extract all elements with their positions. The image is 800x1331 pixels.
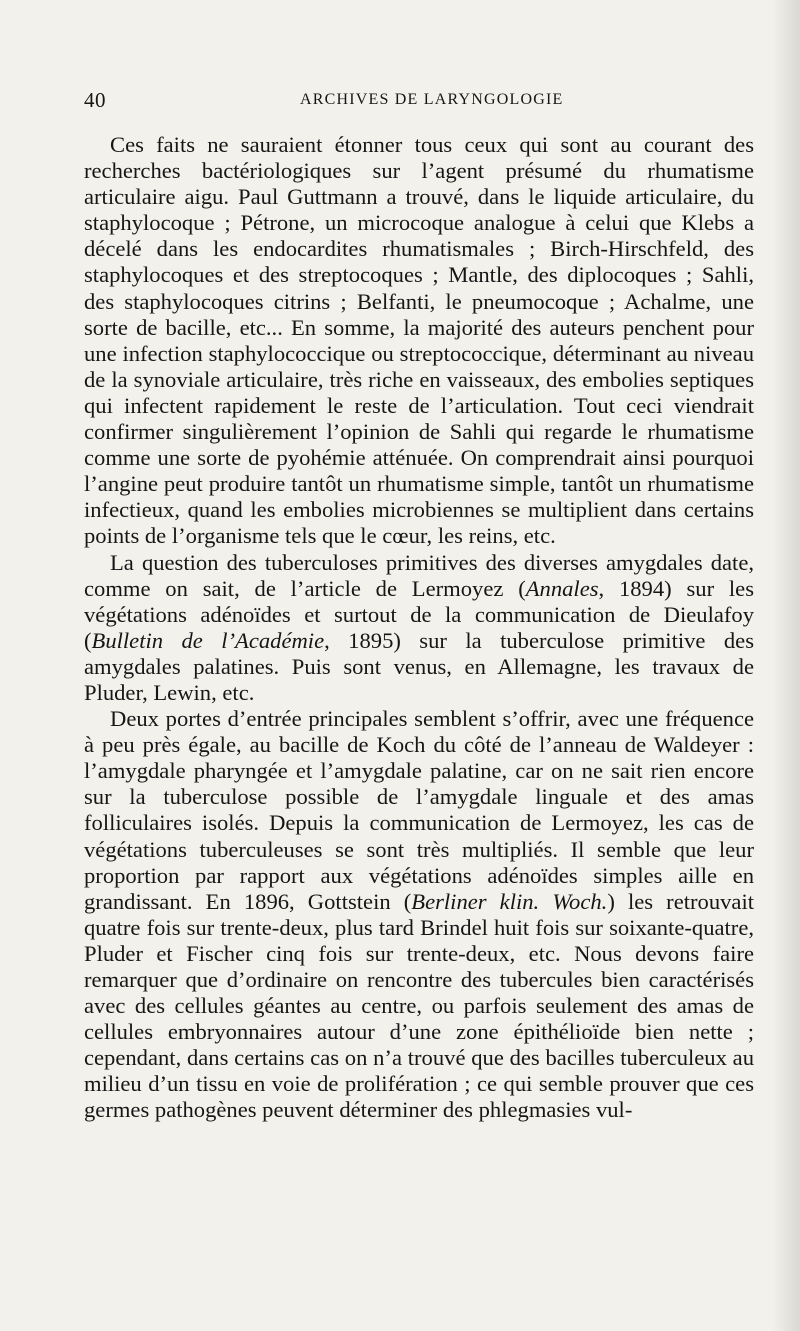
text-segment: , 1894) sur les végétations adénoïdes et surtout de la communication de Dieulafoy ( bbox=[84, 575, 754, 653]
running-head bbox=[84, 88, 754, 114]
text-segment: Deux portes d’entrée principales semblent s’offrir, avec une fréquence à peu près égale, au bacille de Koch du côté de l’anneau de Waldeyer : l’amygdale pharyngée et l’amygdale palatine, car on ne sait rien encore sur la tuberculose possible de l’amygdale linguale et des amas folliculaires isolés. Depuis la communication de Lermoyez, les cas de végétations tuberculeuses se sont très multipliés. Il semble que leur proportion par rapport aux végétations adénoïdes simples aille en grandissant. En 1896, Gottstein ( bbox=[84, 706, 754, 914]
citation-berliner: Berliner klin. Woch. bbox=[411, 888, 608, 914]
citation-annales: Annales bbox=[525, 575, 599, 601]
text-segment: ) les retrouvait quatre fois sur trente-deux, plus tard Brindel huit fois sur soixante-quatre, Pluder et Fischer cinq fois sur trente-deux, etc. Nous devons faire remarquer que d’ordinaire on rencontre des tubercules bien caractérisés avec des cellules géantes au centre, ou parfois seulement des amas de cellules embryonnaires autour d’une zone épithélioïde bien nette ; cependant, dans certains cas on n’a trouvé que des bacilles tuberculeux au milieu d’un tissu en voie de prolifération ; ce qui semble prouver que ces germes pathogènes peuvent déterminer des phlegmasies vul- bbox=[84, 888, 755, 1123]
text-segment: , 1895) sur la tuberculose primitive des amygdales palatines. Puis sont venus, en Allemagne, les travaux de Pluder, Lewin, etc. bbox=[84, 627, 754, 705]
text-segment: La question des tuberculoses primitives des diverses amygdales date, comme on sait, de l’article de Lermoyez ( bbox=[84, 549, 754, 601]
page-number: 40 bbox=[84, 88, 106, 112]
paragraph-entry-points bbox=[84, 706, 754, 1124]
paragraph-rheumatism: Ces faits ne sauraient étonner tous ceux qui sont au courant des recherches bactériologiques sur l’agent présumé du rhumatisme articulaire aigu. Paul Guttmann a trouvé, dans le liquide articulaire, du staphylocoque ; Pétrone, un microcoque analogue à celui que Klebs a décelé dans les endocardites rhumatismales ; Birch-Hirschfeld, des staphylocoques et des streptocoques ; Mantle, des diplocoques ; Sahli, des staphylocoques citrins ; Belfanti, le pneumocoque ; Achalme, une sorte de bacille, etc... En somme, la majorité des auteurs penchent pour une infection staphylococcique ou streptococcique, déterminant au niveau de la synoviale articulaire, très riche en vaisseaux, des embolies septiques qui infectent rapidement le reste de l’articulation. Tout ceci viendrait confirmer singulièrement l’opinion de Sahli qui regarde le rhumatisme comme une sorte de pyohémie atténuée. On comprendrait ainsi pourquoi l’angine peut produire tantôt un rhumatisme simple, tantôt un rhumatisme infectieux, quand les embolies microbiennes se multiplient dans certains points de l’organisme tels que le cœur, les reins, etc. bbox=[84, 132, 754, 549]
body-text bbox=[84, 132, 754, 1124]
paragraph-tuberculosis-question bbox=[84, 550, 754, 707]
journal-title: ARCHIVES DE LARYNGOLOGIE bbox=[300, 91, 564, 108]
citation-bulletin: Bulletin de l’Académie bbox=[91, 627, 325, 653]
